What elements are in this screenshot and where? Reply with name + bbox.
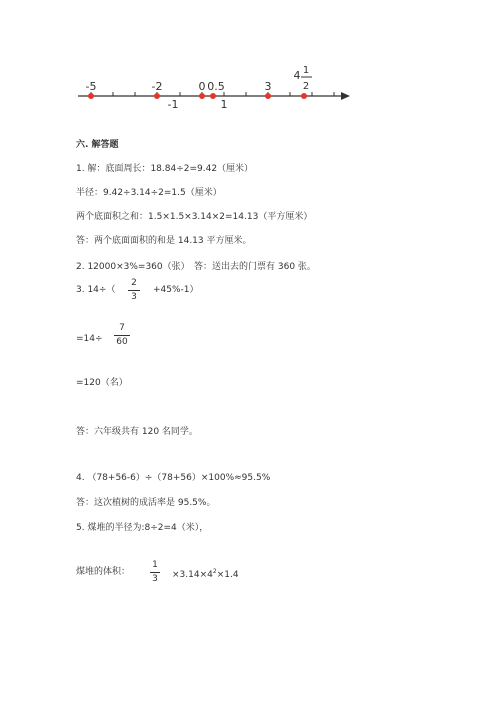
- q3-fraction-2-3: [128, 278, 140, 303]
- q5-frac-num: 1: [152, 560, 158, 570]
- point-4-half: [301, 93, 307, 99]
- q3-frac2-num: 7: [119, 323, 125, 333]
- point-minus-2: [154, 93, 160, 99]
- q5-line2-rest: [172, 566, 239, 581]
- q5-line2-suffix: ×1.4: [216, 570, 239, 580]
- q2-answer: 答：送出去的门票有 360 张。: [194, 262, 316, 272]
- q3-line1-suffix: +45%-1）: [153, 285, 199, 295]
- number-line-arrow: [341, 92, 350, 100]
- q5-line2-prefix: 煤堆的体积：: [76, 567, 131, 577]
- q3-line1-prefix: 3. 14÷（: [76, 285, 116, 295]
- q3-line2-prefix: =14÷: [76, 334, 103, 344]
- label-minus-5: -5: [85, 80, 97, 93]
- q3-fraction-7-60: [114, 323, 130, 348]
- q3-frac1-bar: [128, 290, 140, 291]
- q4-answer: 答：这次植树的成活率是 95.5%。: [76, 498, 216, 508]
- number-line: [0, 0, 500, 125]
- point-minus-5: [88, 93, 94, 99]
- q1-answer: 答：两个底面面积的和是 14.13 平方厘米。: [76, 236, 252, 246]
- mixed-whole: 4: [293, 69, 301, 82]
- mixed-denominator: 2: [302, 81, 310, 92]
- point-0-5: [210, 93, 216, 99]
- q3-frac1-den: 3: [131, 292, 137, 302]
- q3-line3: =120（名）: [76, 378, 128, 388]
- q1-line2: 半径：9.42÷3.14÷2=1.5（厘米）: [76, 188, 222, 198]
- q3-frac1-num: 2: [131, 278, 137, 288]
- section-title: 六. 解答题: [76, 140, 119, 150]
- q4-calc: 4. （78+56-6）÷（78+56）×100%≈95.5%: [76, 473, 271, 483]
- q1-line1: 1. 解：底面周长：18.84÷2=9.42（厘米）: [76, 164, 254, 174]
- q3-frac2-den: 60: [116, 337, 128, 347]
- label-minus-2: -2: [151, 80, 163, 93]
- q5-line2-mid: ×3.14×4: [172, 570, 213, 580]
- q5-frac-bar: [150, 572, 160, 573]
- q5-line1: 5. 煤堆的半径为:8÷2=4（米），: [76, 523, 209, 533]
- q5-frac-den: 3: [152, 574, 158, 584]
- point-3: [265, 93, 271, 99]
- label-minus-1: -1: [167, 98, 179, 111]
- q3-frac2-bar: [114, 335, 130, 336]
- q5-fraction-1-3: [150, 560, 160, 585]
- q3-answer: 答：六年级共有 120 名同学。: [76, 427, 198, 437]
- label-3: 3: [264, 80, 272, 93]
- point-0: [199, 93, 205, 99]
- q2-calc: 2. 12000×3%=360（张）: [76, 262, 190, 272]
- q5-exponent: 2: [212, 568, 217, 575]
- q1-line3: 两个底面积之和：1.5×1.5×3.14×2=14.13（平方厘米）: [76, 212, 313, 222]
- label-0: 0: [198, 80, 206, 93]
- label-1: 1: [220, 98, 228, 111]
- label-0-5: 0.5: [207, 80, 225, 93]
- mixed-numerator: 1: [302, 65, 310, 76]
